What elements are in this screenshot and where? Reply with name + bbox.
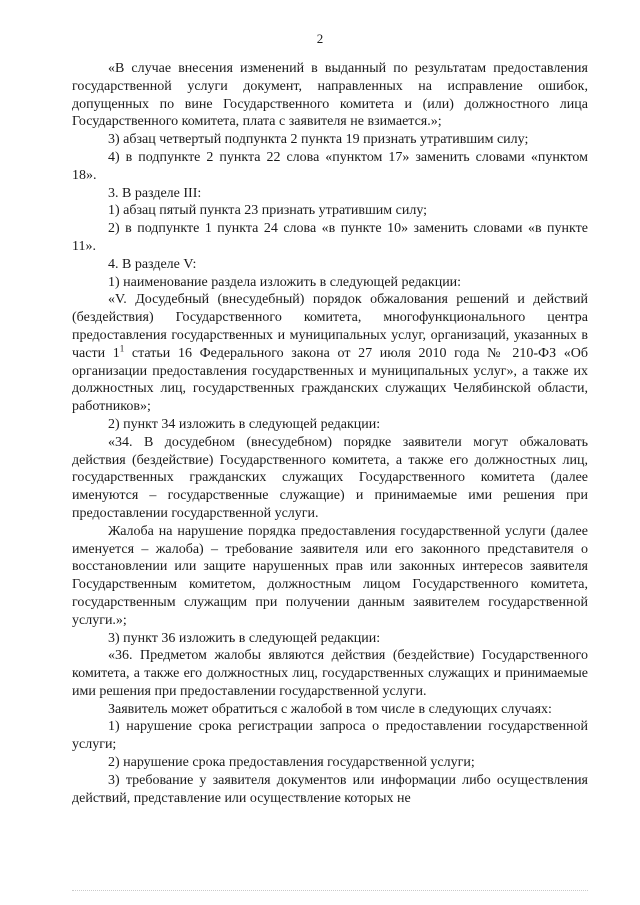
section-v-title-text-continued: статьи 16 Федерального закона от 27 июля 2010 года № 210-ФЗ «Об организации предоставления государственных и муниципальных услуг», а также их должностных лиц, государственных гражданских служащих Челябинской области, работников»; bbox=[72, 345, 588, 415]
paragraph: 2) пункт 34 изложить в следующей редакции: bbox=[108, 416, 381, 432]
paragraph: 2) в подпункте 1 пункта 24 слова «в пункте 10» заменить словами «в пункте 11». bbox=[72, 221, 588, 254]
paragraph: 1) наименование раздела изложить в следующей редакции: bbox=[108, 274, 462, 290]
section-v-title-paragraph bbox=[72, 291, 588, 416]
paragraph: «36. Предметом жалобы являются действия (бездействие) Государственного комитета, а также его должностных лиц, государственных служащих и принимаемые ими решения при предоставлении государственной услуги. bbox=[72, 648, 588, 699]
paragraph: 3. В разделе III: bbox=[108, 185, 202, 201]
paragraph: Жалоба на нарушение порядка предоставления государственной услуги (далее именуется – жалоба) – требование заявителя или его законного представителя о восстановлении или защите нарушенных прав или законных интересов заявителя Государственным комитетом, должностным лицом Государственного комитета, государственным служащим при получении данным заявителем государственной услуги.»; bbox=[72, 523, 588, 628]
paragraph: 2) нарушение срока предоставления государственной услуги; bbox=[108, 755, 475, 771]
paragraph: «34. В досудебном (внесудебном) порядке заявители могут обжаловать действия (бездействие) Государственного комитета, а также его должностных лиц, государственных гражданских служащих Государственного комитета (далее именуются – государственные служащие) и принимаемые ими решения при предоставлении государственной услуги. bbox=[72, 434, 588, 521]
section-v-title-text: «V. Досудебный (внесудебный) порядок обжалования решений и действий (бездействия) Государственного комитета, многофункционального центра предоставления государственных и муниципальных услуг, организаций, указанных в части 1 bbox=[72, 292, 588, 361]
paragraph: 3) требование у заявителя документов или информации либо осуществления действий, представление или осуществление которых не bbox=[72, 772, 588, 806]
paragraph: 3) пункт 36 изложить в следующей редакции: bbox=[108, 630, 381, 646]
paragraph: 1) абзац пятый пункта 23 признать утратившим силу; bbox=[108, 203, 428, 219]
paragraph: «В случае внесения изменений в выданный по результатам предоставления государственной услуги документ, направленных на исправление ошибок, допущенных по вине Государственного комитета и (или) должностного лица Государственного комитета, плата с заявителя не взимается.»; bbox=[72, 61, 588, 130]
page-number: 2 bbox=[316, 31, 324, 46]
superscript: 1 bbox=[119, 343, 125, 354]
paragraph: 4. В разделе V: bbox=[108, 256, 197, 272]
document-body bbox=[72, 60, 588, 807]
scan-edge-divider bbox=[72, 890, 588, 891]
paragraph: Заявитель может обратиться с жалобой в том числе в следующих случаях: bbox=[108, 701, 552, 717]
paragraph: 4) в подпункте 2 пункта 22 слова «пунктом 17» заменить словами «пунктом 18». bbox=[72, 149, 588, 183]
paragraph: 3) абзац четвертый подпункта 2 пункта 19 признать утратившим силу; bbox=[108, 132, 529, 148]
paragraph: 1) нарушение срока регистрации запроса о предоставлении государственной услуги; bbox=[72, 719, 588, 753]
